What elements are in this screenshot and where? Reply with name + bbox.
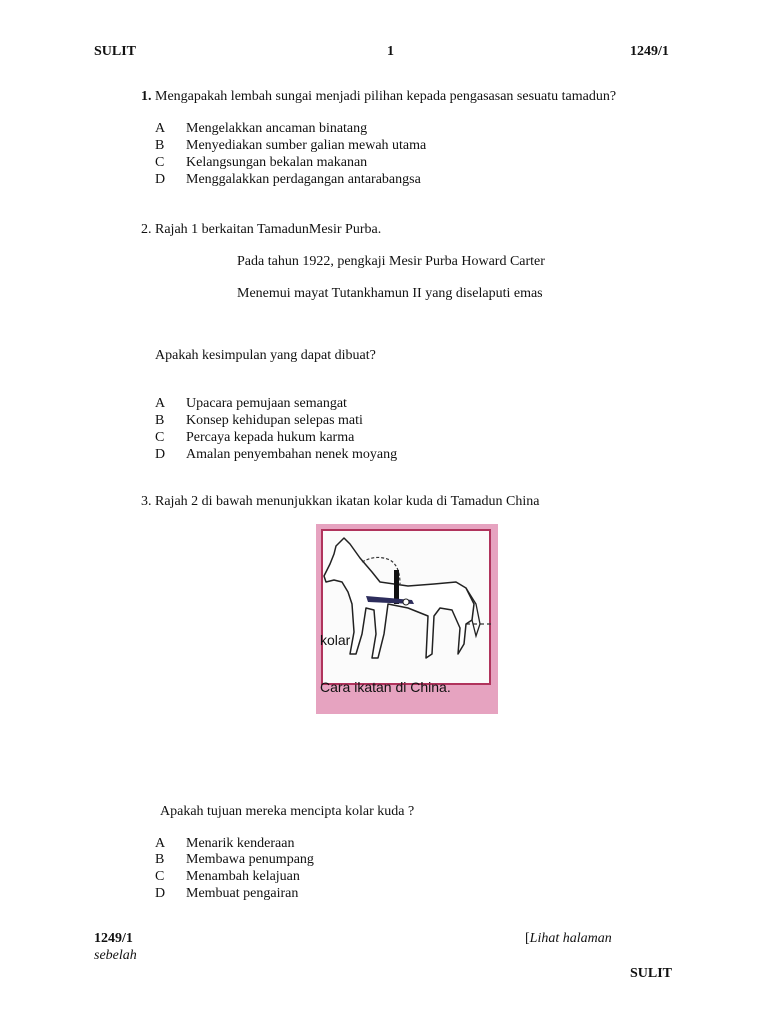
question-1 — [141, 89, 616, 105]
footer-next-page-continued: sebelah — [94, 948, 137, 963]
footer-next-page-text: Lihat halaman — [529, 931, 612, 946]
footer-bracket: [ — [525, 931, 530, 946]
question-2-prompt: Apakah kesimpulan yang dapat dibuat? — [155, 348, 376, 363]
question-1-text: Mengapakah lembah sungai menjadi pilihan kepada pengasasan sesuatu tamadun? — [155, 89, 617, 104]
question-2-text: 2. Rajah 1 berkaitan TamadunMesir Purba. — [141, 222, 382, 237]
header-left: SULIT — [94, 44, 137, 59]
question-1-number: 1. — [141, 89, 152, 104]
horse-collar-figure — [316, 524, 498, 714]
footer-code: 1249/1 — [94, 931, 133, 946]
footer-sulit: SULIT — [630, 966, 673, 981]
figure-caption: Cara ikatan di China. — [320, 679, 451, 695]
footer-next-page — [525, 931, 612, 947]
question-2-passage-line-2: Menemui mayat Tutankhamun II yang diselaputi emas — [237, 286, 543, 301]
page-number: 1 — [387, 44, 394, 59]
question-2-passage-line-1: Pada tahun 1922, pengkaji Mesir Purba Howard Carter — [237, 254, 545, 269]
question-3-text: 3. Rajah 2 di bawah menunjukkan ikatan kolar kuda di Tamadun China — [141, 494, 540, 509]
figure-kolar-label: kolar — [320, 632, 351, 648]
header-right: 1249/1 — [630, 44, 669, 59]
question-3-prompt: Apakah tujuan mereka mencipta kolar kuda ? — [160, 804, 415, 819]
